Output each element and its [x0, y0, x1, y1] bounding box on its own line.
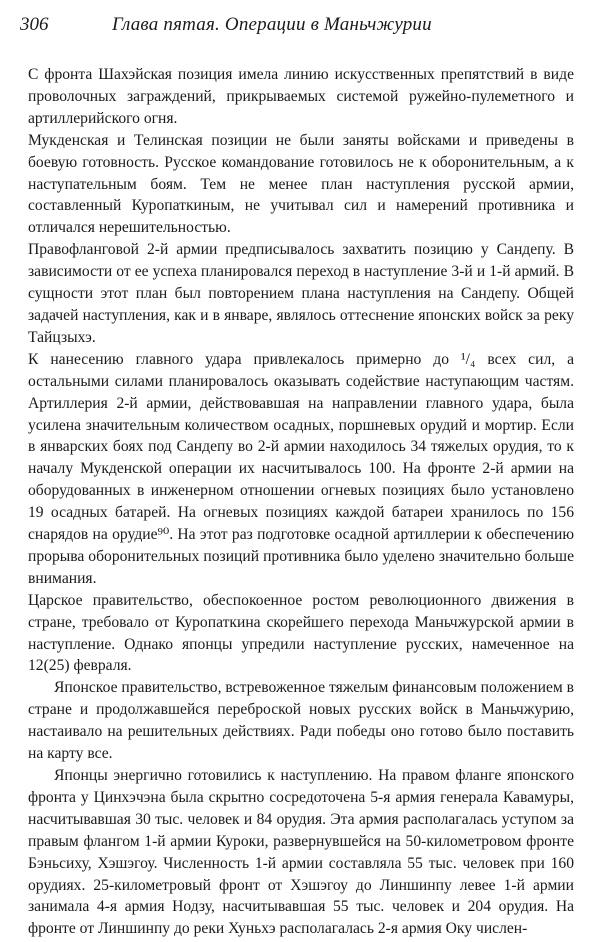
paragraph: Мукденская и Телинская позиции не были заняты войсками и приведены в боевую готовность. Русское командование готовилось не к оборонительным, а к наступательным боям. Тем не менее план наступления русской армии, составленный Куропаткиным, не учитывал сил и намерений противника и отличался нерешительностью. [28, 131, 574, 237]
page-header [20, 10, 580, 40]
paragraph: С фронта Шахэйская позиция имела линию искусственных препятствий в виде проволочных заграждений, прикрываемых системой ружейно-пулеметного и артиллерийского огня. [28, 66, 574, 127]
paragraph: Японцы энергично готовились к наступлению. На правом фланге японского фронта у Цинхэчэна была скрытно сосредоточена 5-я армия генерала Кавамуры, насчитывавшая 30 тыс. человек и 84 орудия. Эта армия располагалась уступом за правым флангом 1-й армии Куроки, развернувшейся на 50-километровом фронте Бэньсиху, Хэшэгоу. Численность 1-й армии составляла 55 тыс. человек при 160 орудиях. 25-километровый фронт от Хэшэгоу до Линшинпу левее 1-й армии занимала 4-я армия Нодзу, насчитывавшая 55 тыс. человек и 204 орудия. На фронте от Линшинпу до реки Хуньхэ располагалась 2-я армия Оку числен- [28, 767, 574, 938]
body-text [28, 64, 574, 940]
running-title: Глава пятая. Операции в Маньчжурии [112, 14, 432, 35]
paragraph: Царское правительство, обеспокоенное ростом революционного движения в стране, требовало от Куропаткина скорейшего перехода Маньчжурской армии в наступление. Однако японцы упредили наступление русских, намеченное на 12(25) февраля. [28, 591, 574, 675]
paragraph: Правофланговой 2-й армии предписывалось захватить позицию у Сандепу. В зависимости от ее успеха планировался переход в наступление 3-й и 1-й армий. В сущности этот план был повторением плана наступления на Сандепу. Общей задачей наступления, как и в январе, являлось оттеснение японских войск за реку Тайцзыхэ. [28, 241, 574, 346]
page-number: 306 [20, 14, 49, 35]
paragraph: К нанесению главного удара привлекалось примерно до ¹/₄ всех сил, а остальными силами планировалось оказывать содействие наступающим частям. Артиллерия 2-й армии, действовавшая на направлении главного удара, была усилена значительным количеством осадных, поршневых орудий и мортир. Если в январских боях под Сандепу во 2-й армии находилось 34 тяжелых орудия, то к началу Мукденской операции их насчитывалось 100. На фронте 2-й армии на оборудованных в инженерном отношении огневых позициях было установлено 19 осадных батарей. На огневых позициях каждой батареи хранилось по 156 снарядов на орудие⁹⁰. На этот раз подготовке осадной артиллерии к обеспечению прорыва оборонительных позиций противника было уделено значительно больше внимания. [28, 350, 574, 587]
paragraph: Японское правительство, встревоженное тяжелым финансовым положением в стране и продолжавшейся переброской новых русских войск в Маньчжурию, настаивало на решительных действиях. Ради победы оно готово было поставить на карту все. [28, 679, 574, 763]
